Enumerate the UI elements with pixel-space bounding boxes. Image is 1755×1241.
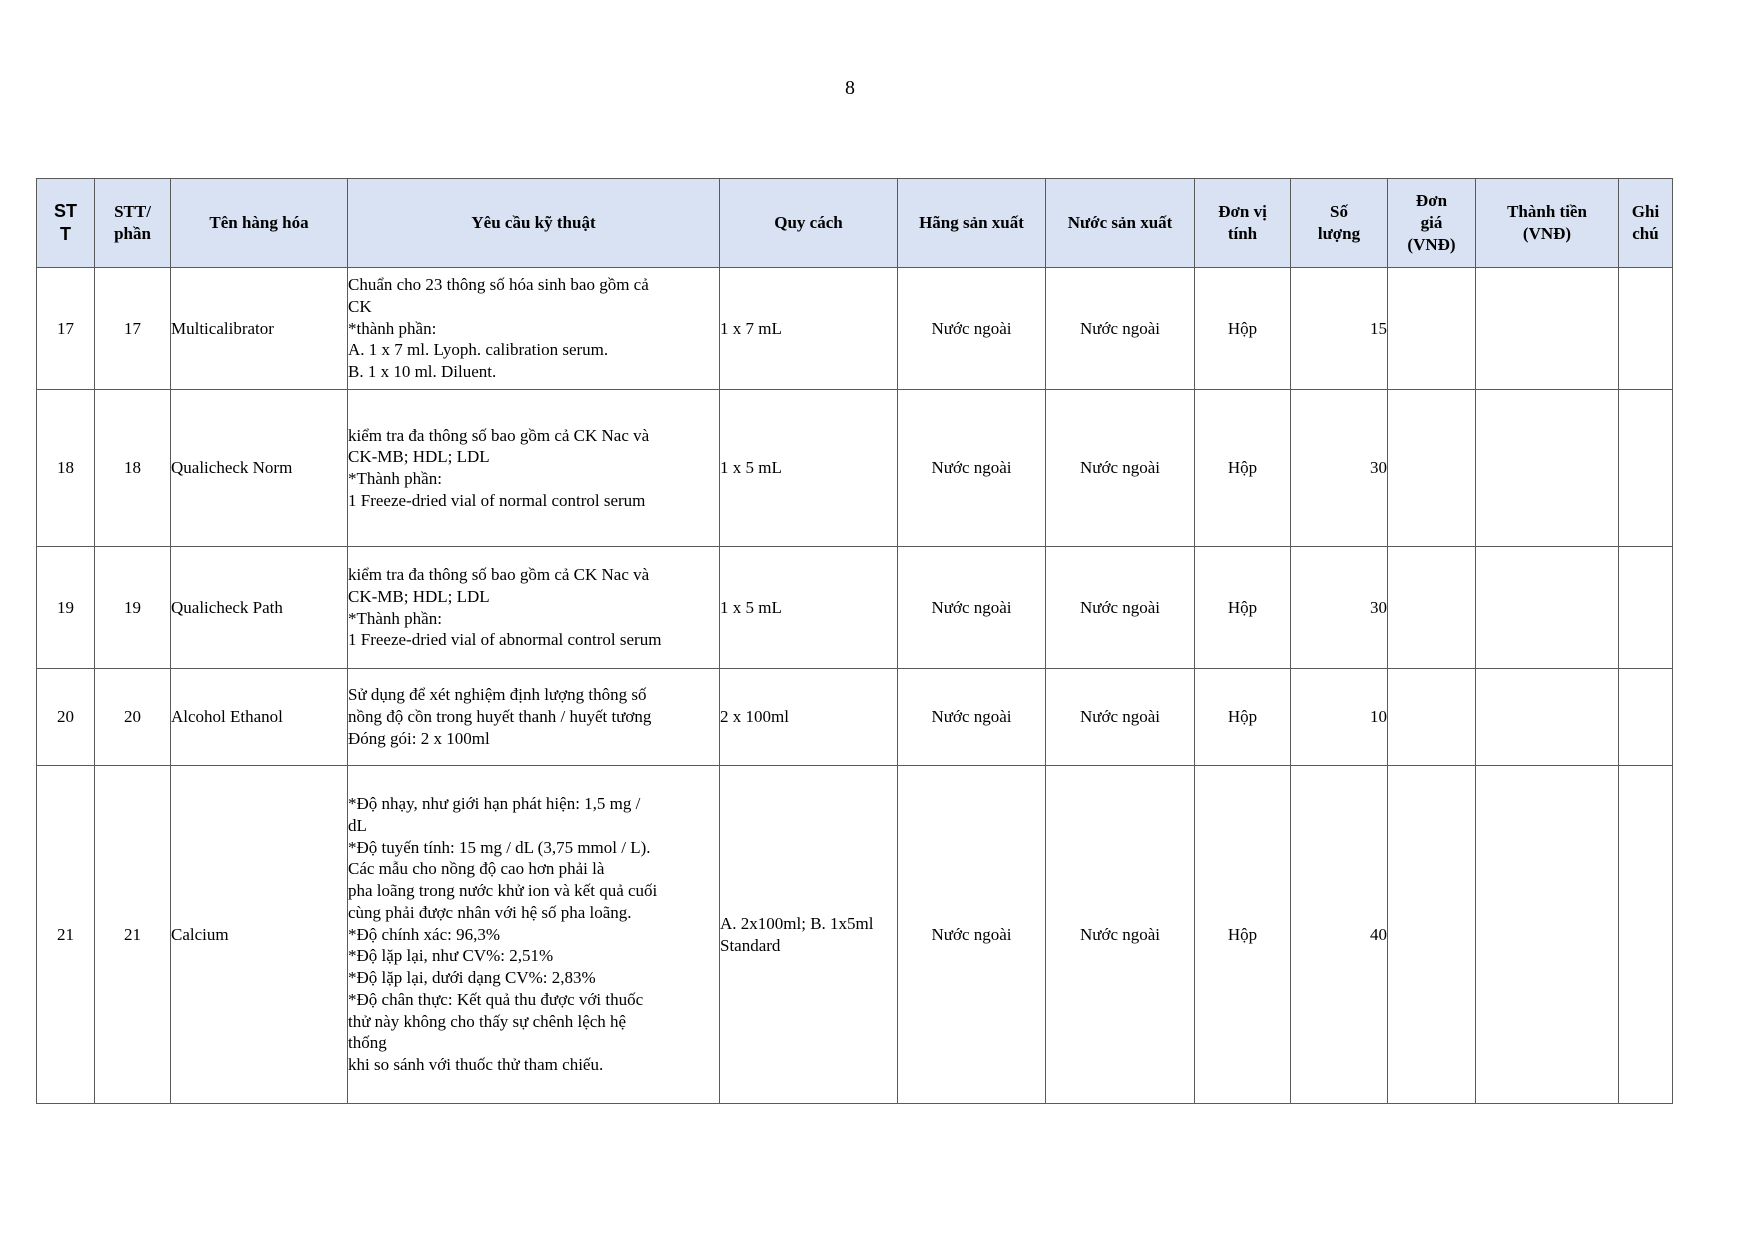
- cell-manufacturer: Nước ngoài: [898, 766, 1046, 1104]
- technical-line: kiểm tra đa thông số bao gồm cả CK Nac và: [348, 425, 650, 445]
- header-unit-price-line3: (VNĐ): [1407, 234, 1456, 254]
- cell-total: [1476, 268, 1619, 390]
- cell-country: Nước ngoài: [1046, 268, 1195, 390]
- cell-name: Qualicheck Path: [171, 547, 348, 669]
- cell-stt: 19: [37, 547, 95, 669]
- technical-line: pha loãng trong nước khử ion và kết quả cuối: [348, 881, 658, 901]
- cell-note: [1619, 669, 1673, 766]
- technical-line: khi so sánh với thuốc thử tham chiếu.: [348, 1055, 604, 1075]
- table-row: [37, 390, 1673, 547]
- cell-quantity: 30: [1291, 390, 1388, 547]
- header-total: [1476, 179, 1619, 268]
- cell-total: [1476, 390, 1619, 547]
- cell-unit-price: [1388, 268, 1476, 390]
- technical-line: Các mẫu cho nồng độ cao hơn phải là: [348, 859, 605, 879]
- technical-line: 1 Freeze-dried vial of normal control serum: [348, 490, 646, 510]
- spec-line: 1x5ml Standard: [720, 913, 874, 955]
- technical-line: *thành phần:: [348, 318, 437, 338]
- table-row: [37, 766, 1673, 1104]
- technical-line: *Độ chân thực: Kết quả thu được với thuốc: [348, 989, 644, 1009]
- technical-line: *Độ lặp lại, như CV%: 2,51%: [348, 946, 554, 966]
- cell-note: [1619, 390, 1673, 547]
- technical-line: thống: [348, 1033, 387, 1053]
- cell-quantity: 30: [1291, 547, 1388, 669]
- cell-manufacturer: Nước ngoài: [898, 669, 1046, 766]
- goods-table: [36, 178, 1673, 1104]
- header-note-line2: chú: [1632, 224, 1659, 243]
- cell-unit: Hộp: [1195, 547, 1291, 669]
- header-country: Nước sản xuất: [1046, 179, 1195, 268]
- cell-note: [1619, 547, 1673, 669]
- cell-total: [1476, 669, 1619, 766]
- cell-quantity: 15: [1291, 268, 1388, 390]
- header-stt-part-line2: phần: [114, 224, 151, 243]
- header-unit-line1: Đơn vị: [1218, 202, 1267, 222]
- table-header-row: [37, 179, 1673, 268]
- technical-line: *Thành phần:: [348, 469, 442, 488]
- technical-line: CK: [348, 296, 372, 316]
- cell-spec: [720, 547, 898, 669]
- cell-technical: [348, 669, 720, 766]
- cell-stt: 20: [37, 669, 95, 766]
- cell-technical: [348, 268, 720, 390]
- cell-total: [1476, 766, 1619, 1104]
- cell-total: [1476, 547, 1619, 669]
- header-unit-price-line2: giá: [1420, 213, 1443, 233]
- header-note: [1619, 179, 1673, 268]
- header-technical: Yêu cầu kỹ thuật: [348, 179, 720, 268]
- technical-line: cùng phải được nhân với hệ số pha loãng.: [348, 902, 632, 922]
- cell-note: [1619, 268, 1673, 390]
- cell-quantity: 10: [1291, 669, 1388, 766]
- header-stt-line2: T: [60, 224, 71, 244]
- header-note-line1: Ghi: [1631, 202, 1660, 222]
- cell-stt: 21: [37, 766, 95, 1104]
- cell-country: Nước ngoài: [1046, 390, 1195, 547]
- cell-spec: [720, 390, 898, 547]
- header-quantity-line1: Số: [1330, 202, 1348, 222]
- technical-line: thử này không cho thấy sự chênh lệch hệ: [348, 1011, 627, 1031]
- cell-unit: Hộp: [1195, 669, 1291, 766]
- cell-unit-price: [1388, 766, 1476, 1104]
- cell-note: [1619, 766, 1673, 1104]
- technical-line: *Độ tuyến tính: 15 mg / dL (3,75 mmol / L).: [348, 837, 651, 857]
- page-number: 8: [845, 77, 855, 99]
- technical-line: CK-MB; HDL; LDL: [348, 447, 490, 467]
- cell-unit: Hộp: [1195, 268, 1291, 390]
- cell-stt: 17: [37, 268, 95, 390]
- technical-line: *Độ nhạy, như giới hạn phát hiện: 1,5 mg /: [348, 794, 641, 814]
- cell-manufacturer: Nước ngoài: [898, 268, 1046, 390]
- cell-name: Alcohol Ethanol: [171, 669, 348, 766]
- cell-technical: [348, 390, 720, 547]
- spec-line: 1 x 5 mL: [720, 597, 782, 617]
- cell-country: Nước ngoài: [1046, 547, 1195, 669]
- cell-spec: [720, 268, 898, 390]
- cell-spec: [720, 669, 898, 766]
- header-unit-price: [1388, 179, 1476, 268]
- header-spec: Quy cách: [720, 179, 898, 268]
- technical-line: Đóng gói: 2 x 100ml: [348, 728, 490, 748]
- header-stt-part-line1: STT/: [114, 202, 151, 222]
- cell-manufacturer: Nước ngoài: [898, 390, 1046, 547]
- header-total-line1: Thành tiền: [1507, 202, 1587, 222]
- cell-name: Multicalibrator: [171, 268, 348, 390]
- header-quantity: [1291, 179, 1388, 268]
- cell-technical: [348, 547, 720, 669]
- cell-unit-price: [1388, 390, 1476, 547]
- cell-name: Qualicheck Norm: [171, 390, 348, 547]
- cell-name: Calcium: [171, 766, 348, 1104]
- table-row: [37, 547, 1673, 669]
- cell-stt-part: 20: [95, 669, 171, 766]
- technical-line: *Độ lặp lại, dưới dạng CV%: 2,83%: [348, 968, 596, 988]
- header-name: Tên hàng hóa: [171, 179, 348, 268]
- technical-line: dL: [348, 815, 367, 835]
- table-row: [37, 669, 1673, 766]
- cell-unit: Hộp: [1195, 390, 1291, 547]
- cell-stt-part: 19: [95, 547, 171, 669]
- header-manufacturer: Hãng sản xuất: [898, 179, 1046, 268]
- cell-manufacturer: Nước ngoài: [898, 547, 1046, 669]
- spec-line: 1 x 7 mL: [720, 318, 782, 338]
- header-stt-part: [95, 179, 171, 268]
- cell-unit-price: [1388, 669, 1476, 766]
- technical-line: A. 1 x 7 ml. Lyoph. calibration serum.: [348, 340, 609, 360]
- technical-line: B. 1 x 10 ml. Diluent.: [348, 362, 497, 382]
- technical-line: 1 Freeze-dried vial of abnormal control serum: [348, 630, 662, 650]
- cell-country: Nước ngoài: [1046, 766, 1195, 1104]
- cell-country: Nước ngoài: [1046, 669, 1195, 766]
- technical-line: *Thành phần:: [348, 608, 442, 628]
- cell-technical: [348, 766, 720, 1104]
- cell-quantity: 40: [1291, 766, 1388, 1104]
- technical-line: CK-MB; HDL; LDL: [348, 586, 490, 606]
- header-unit: [1195, 179, 1291, 268]
- spec-line: 1 x 5 mL: [720, 458, 782, 478]
- technical-line: *Độ chính xác: 96,3%: [348, 924, 501, 944]
- spec-line: 2 x 100ml: [720, 707, 789, 727]
- spec-line: A. 2x100ml; B.: [720, 913, 826, 933]
- header-quantity-line2: lượng: [1317, 224, 1361, 243]
- cell-stt: 18: [37, 390, 95, 547]
- cell-unit-price: [1388, 547, 1476, 669]
- header-stt-line1: ST: [53, 200, 77, 221]
- table-row: [37, 268, 1673, 390]
- header-unit-price-line1: Đơn: [1415, 191, 1448, 211]
- header-stt: [37, 179, 95, 268]
- header-total-line2: (VNĐ): [1522, 224, 1572, 243]
- cell-stt-part: 18: [95, 390, 171, 547]
- cell-unit: Hộp: [1195, 766, 1291, 1104]
- cell-stt-part: 17: [95, 268, 171, 390]
- technical-line: Sử dụng để xét nghiệm định lượng thông số: [348, 685, 647, 705]
- cell-spec: [720, 766, 898, 1104]
- cell-stt-part: 21: [95, 766, 171, 1104]
- technical-line: Chuẩn cho 23 thông số hóa sinh bao gồm cả: [348, 275, 649, 295]
- header-unit-line2: tính: [1227, 224, 1258, 243]
- technical-line: kiểm tra đa thông số bao gồm cả CK Nac và: [348, 565, 650, 584]
- technical-line: nồng độ cồn trong huyết thanh / huyết tương: [348, 707, 652, 727]
